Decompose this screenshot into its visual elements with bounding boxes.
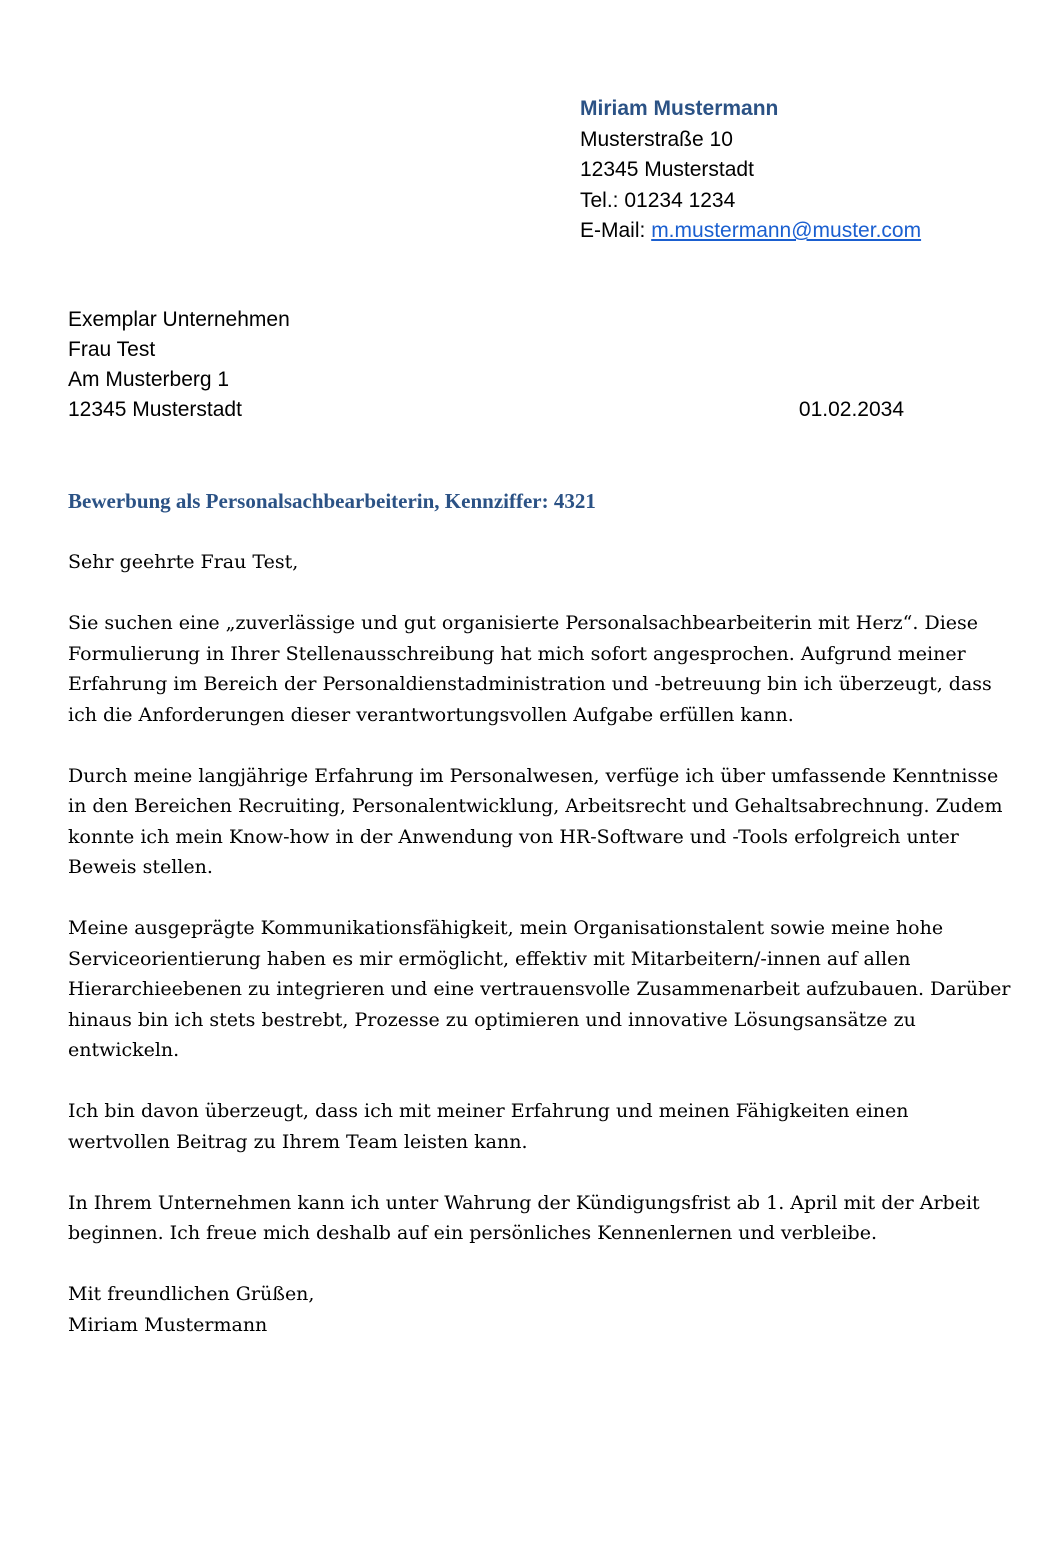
- recipient-person: Frau Test: [68, 338, 156, 361]
- recipient-city-date-row: [68, 395, 904, 425]
- paragraph-5: In Ihrem Unternehmen kann ich unter Wahrung der Kündigungsfrist ab 1. April mit der Arbeit beginnen. Ich freue mich deshalb auf ein persönliches Kennenlernen und verbleibe.: [68, 1191, 980, 1244]
- recipient-block: [68, 305, 904, 425]
- letter-body: [68, 486, 1013, 1340]
- sender-email-label: E-Mail:: [580, 219, 652, 242]
- paragraph-1: Sie suchen eine „zuverlässige und gut organisierte Personalsachbearbeiterin mit Herz“. Diese Formulierung in Ihrer Stellenausschreibung hat mich sofort angesprochen. Aufgrund meiner Erfahrung im Bereich der Personaldienstadministration und -betreuung bin ich überzeugt, dass ich die Anforderungen dieser verantwortungsvollen Aufgabe erfüllen kann.: [68, 612, 992, 726]
- paragraph-2: Durch meine langjährige Erfahrung im Personalwesen, verfüge ich über umfassende Kenntnisse in den Bereichen Recruiting, Personalentwicklung, Arbeitsrecht und Gehaltsabrechnung. Zudem konnte ich mein Know-how in der Anwendung von HR-Software und -Tools erfolgreich unter Beweis stellen.: [68, 764, 1003, 878]
- recipient-company: Exemplar Unternehmen: [68, 308, 290, 331]
- sender-name: Miriam Mustermann: [580, 97, 779, 120]
- recipient-city: 12345 Musterstadt: [68, 398, 242, 421]
- closing: Mit freundlichen Grüßen,: [68, 1283, 315, 1305]
- paragraph-4: Ich bin davon überzeugt, dass ich mit meiner Erfahrung und meinen Fähigkeiten einen wertvollen Beitrag zu Ihrem Team leisten kann.: [68, 1100, 909, 1153]
- recipient-street: Am Musterberg 1: [68, 368, 230, 391]
- letter-date: 01.02.2034: [798, 398, 904, 421]
- paragraph-3: Meine ausgeprägte Kommunikationsfähigkeit, mein Organisationstalent sowie meine hohe Serviceorientierung haben es mir ermöglicht, effektiv mit Mitarbeitern/-innen auf allen Hierarchieebenen zu integrieren und eine vertrauensvolle Zusammenarbeit aufzubauen. Darüber hinaus bin ich stets bestrebt, Prozesse zu optimieren und innovative Lösungsansätze zu entwickeln.: [68, 917, 1011, 1061]
- sender-phone: Tel.: 01234 1234: [580, 188, 736, 212]
- salutation: Sehr geehrte Frau Test,: [68, 551, 299, 573]
- letter-subject: Bewerbung als Personalsachbearbeiterin, Kennziffer: 4321: [68, 489, 596, 513]
- signature: Miriam Mustermann: [68, 1313, 268, 1336]
- sender-block: [580, 94, 921, 247]
- sender-street: Musterstraße 10: [580, 127, 733, 151]
- sender-email-line: [580, 216, 921, 247]
- sender-city: 12345 Musterstadt: [580, 158, 754, 181]
- sender-email-link[interactable]: m.mustermann@muster.com: [651, 219, 922, 242]
